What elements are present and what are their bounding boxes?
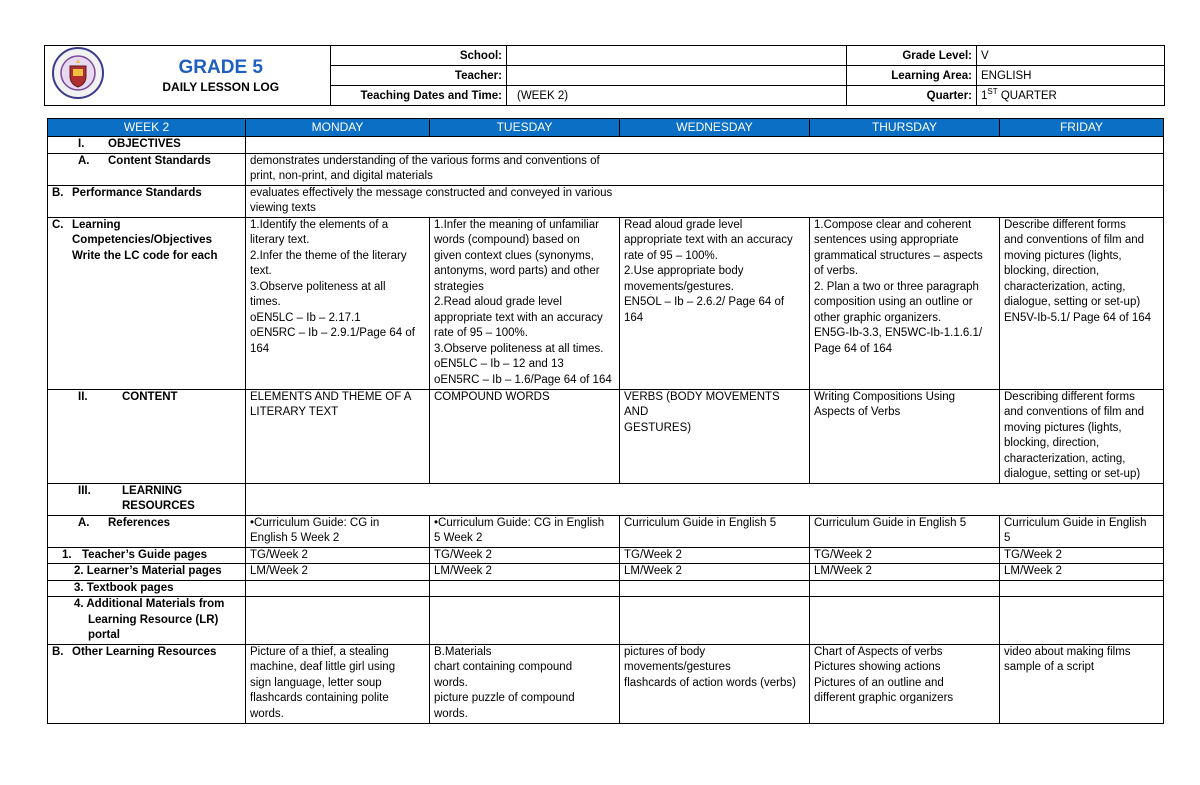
- title-cell: [112, 46, 331, 106]
- learning-area-label: Learning Area:: [847, 66, 977, 86]
- row-label-teachers-guide: 1. Teacher’s Guide pages: [48, 547, 246, 564]
- row-label-learners-material: 2. Learner’s Material pages: [48, 564, 246, 581]
- references-wednesday: Curriculum Guide in English 5: [620, 515, 810, 547]
- competencies-friday: Describe different forms and conventions of film and moving pictures (lights, blocking, direction, characterization, acting, dialogue, setting or set-up) EN5V-Ib-5.1/ Page 64 of 164: [1000, 217, 1164, 389]
- competencies-tuesday: 1.Infer the meaning of unfamiliar words (compound) based on given context clues (synonyms, antonyms, word parts) and other strategies 2.Read aloud grade level appropriate text with an accuracy rate of 95 – 100%. 3.Observe politeness at all times. oEN5LC – Ib – 12 and 13 oEN5RC – Ib – 1.6/Page 64 of 164: [430, 217, 620, 389]
- row-learning-resources: [48, 483, 1164, 515]
- textbook-thursday: [810, 580, 1000, 597]
- row-references: [48, 515, 1164, 547]
- grade-level-label: Grade Level:: [847, 46, 977, 66]
- references-tuesday: •Curriculum Guide: CG in English 5 Week 2: [430, 515, 620, 547]
- textbook-monday: [246, 580, 430, 597]
- day-header-row: [48, 119, 1164, 137]
- tg-wednesday: TG/Week 2: [620, 547, 810, 564]
- row-label-references: A. References: [48, 515, 246, 547]
- row-label-additional-materials: 4. Additional Materials from Learning Resource (LR) portal: [48, 597, 246, 645]
- content-thursday: Writing Compositions Using Aspects of Verbs: [810, 389, 1000, 483]
- learning-area-field[interactable]: ENGLISH: [977, 66, 1165, 86]
- row-label-competencies: C. Learning Competencies/Objectives Write the LC code for each: [48, 217, 246, 389]
- other-tuesday: B.Materials chart containing compound words. picture puzzle of compound words.: [430, 644, 620, 723]
- row-label-objectives: I. OBJECTIVES: [48, 137, 246, 154]
- tg-tuesday: TG/Week 2: [430, 547, 620, 564]
- lm-friday: LM/Week 2: [1000, 564, 1164, 581]
- row-objectives: [48, 137, 1164, 154]
- references-thursday: Curriculum Guide in English 5: [810, 515, 1000, 547]
- col-header-monday: MONDAY: [246, 119, 430, 137]
- row-label-other-resources: B. Other Learning Resources: [48, 644, 246, 723]
- col-header-tuesday: TUESDAY: [430, 119, 620, 137]
- lm-thursday: LM/Week 2: [810, 564, 1000, 581]
- school-field[interactable]: [507, 46, 847, 66]
- content-standards-text: demonstrates understanding of the various forms and conventions of print, non-print, and digital materials: [246, 153, 1164, 185]
- row-label-content-standards: A. Content Standards: [48, 153, 246, 185]
- col-header-wednesday: WEDNESDAY: [620, 119, 810, 137]
- performance-standards-text: evaluates effectively the message constructed and conveyed in various viewing texts: [246, 185, 1164, 217]
- lesson-log-table: [47, 118, 1164, 724]
- grade-title: GRADE 5: [178, 56, 263, 78]
- row-content-standards: [48, 153, 1164, 185]
- row-label-performance-standards: B. Performance Standards: [48, 185, 246, 217]
- lm-wednesday: LM/Week 2: [620, 564, 810, 581]
- additional-friday: [1000, 597, 1164, 645]
- teaching-dates-field[interactable]: (WEEK 2): [507, 86, 847, 106]
- lm-tuesday: LM/Week 2: [430, 564, 620, 581]
- deped-seal-icon: [51, 46, 105, 100]
- textbook-tuesday: [430, 580, 620, 597]
- grade-level-field[interactable]: V: [977, 46, 1165, 66]
- col-header-thursday: THURSDAY: [810, 119, 1000, 137]
- school-label: School:: [331, 46, 507, 66]
- quarter-number: 1: [981, 89, 988, 102]
- additional-wednesday: [620, 597, 810, 645]
- textbook-friday: [1000, 580, 1164, 597]
- row-performance-standards: [48, 185, 1164, 217]
- row-label-learning-resources: III. LEARNING RESOURCES: [48, 483, 246, 515]
- content-monday: ELEMENTS AND THEME OF A LITERARY TEXT: [246, 389, 430, 483]
- additional-monday: [246, 597, 430, 645]
- row-label-textbook-pages: 3. Textbook pages: [48, 580, 246, 597]
- header-table: [44, 45, 1165, 106]
- references-friday: Curriculum Guide in English 5: [1000, 515, 1164, 547]
- lm-monday: LM/Week 2: [246, 564, 430, 581]
- row-learners-material: [48, 564, 1164, 581]
- teaching-dates-label: Teaching Dates and Time:: [331, 86, 507, 106]
- other-monday: Picture of a thief, a stealing machine, deaf little girl using sign language, letter soup flashcards containing polite words.: [246, 644, 430, 723]
- objectives-cell: [246, 137, 1164, 154]
- tg-friday: TG/Week 2: [1000, 547, 1164, 564]
- row-textbook-pages: [48, 580, 1164, 597]
- additional-thursday: [810, 597, 1000, 645]
- logo-cell: [45, 46, 112, 106]
- col-header-friday: FRIDAY: [1000, 119, 1164, 137]
- other-thursday: Chart of Aspects of verbs Pictures showing actions Pictures of an outline and different graphic organizers: [810, 644, 1000, 723]
- row-competencies: [48, 217, 1164, 389]
- row-content: [48, 389, 1164, 483]
- competencies-wednesday: Read aloud grade level appropriate text with an accuracy rate of 95 – 100%. 2.Use appropriate body movements/gestures. EN5OL – Ib – 2.6.2/ Page 64 of 164: [620, 217, 810, 389]
- teacher-field[interactable]: [507, 66, 847, 86]
- other-friday: video about making films sample of a script: [1000, 644, 1164, 723]
- quarter-suffix: ST: [987, 86, 998, 96]
- quarter-field[interactable]: [977, 86, 1165, 106]
- quarter-label: Quarter:: [847, 86, 977, 106]
- other-wednesday: pictures of body movements/gestures flashcards of action words (verbs): [620, 644, 810, 723]
- learning-resources-cell: [246, 483, 1164, 515]
- additional-tuesday: [430, 597, 620, 645]
- competencies-thursday: 1.Compose clear and coherent sentences using appropriate grammatical structures – aspects of verbs. 2. Plan a two or three paragraph composition using an outline or other graphic organizers. EN5G-Ib-3.3, EN5WC-Ib-1.1.6.1/ Page 64 of 164: [810, 217, 1000, 389]
- textbook-wednesday: [620, 580, 810, 597]
- col-header-week: WEEK 2: [48, 119, 246, 137]
- tg-monday: TG/Week 2: [246, 547, 430, 564]
- tg-thursday: TG/Week 2: [810, 547, 1000, 564]
- row-additional-materials: [48, 597, 1164, 645]
- row-other-resources: [48, 644, 1164, 723]
- content-wednesday: VERBS (BODY MOVEMENTS AND GESTURES): [620, 389, 810, 483]
- competencies-monday: 1.Identify the elements of a literary text. 2.Infer the theme of the literary text. 3.Observe politeness at all times. oEN5LC – Ib – 2.17.1 oEN5RC – Ib – 2.9.1/Page 64 of 164: [246, 217, 430, 389]
- row-label-content: II. CONTENT: [48, 389, 246, 483]
- references-monday: •Curriculum Guide: CG in English 5 Week 2: [246, 515, 430, 547]
- content-friday: Describing different forms and conventions of film and moving pictures (lights, blocking, direction, characterization, acting, dialogue, setting or set-up): [1000, 389, 1164, 483]
- doc-type: DAILY LESSON LOG: [162, 79, 280, 94]
- quarter-word: QUARTER: [997, 89, 1057, 102]
- content-tuesday: COMPOUND WORDS: [430, 389, 620, 483]
- row-teachers-guide: [48, 547, 1164, 564]
- teacher-label: Teacher:: [331, 66, 507, 86]
